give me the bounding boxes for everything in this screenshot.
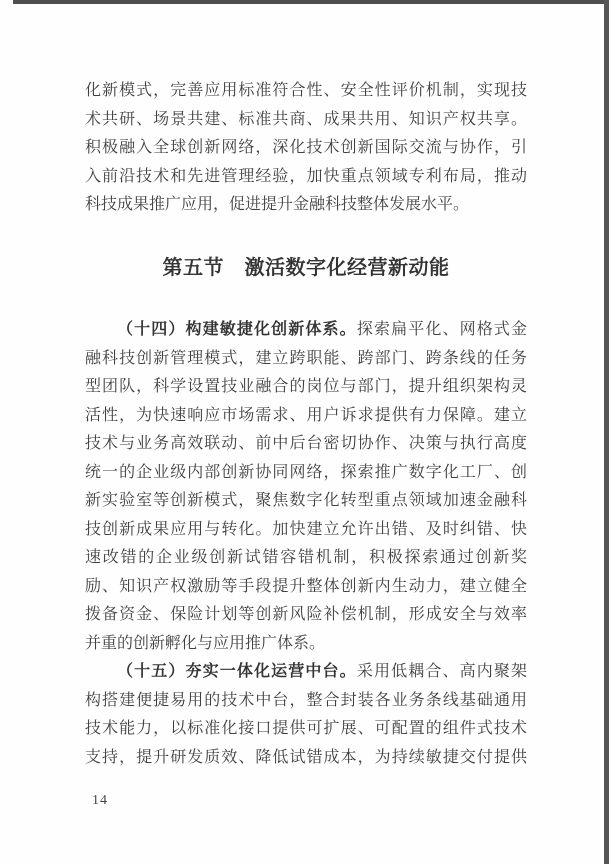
text-line: 新实验室等创新模式，聚焦数字化转型重点领域加速金融科 [85,492,527,509]
text-line: 技术与业务高效联动、前中后台密切协作、决策与执行高度 [85,435,527,452]
text-line: 入前沿技术和先进管理经验，加快重点领域专利布局，推动 [85,167,527,185]
text-line [85,316,527,345]
text-line: 积极融入全球创新网络，深化技术创新国际交流与协作，引 [85,139,527,156]
paragraph-item-14 [85,316,527,658]
paragraph-item-15 [85,658,527,772]
text-line: 构搭建便捷易用的技术中台，整合封装各业务条线基础通用 [85,691,527,709]
text-line: 技术能力，以标准化接口提供可扩展、可配置的组件式技术 [85,720,527,737]
text-span: 探索扁平化、网格式金 [356,321,527,338]
text-line: 统一的企业级内部创新协同网络，探索推广数字化工厂、创 [85,463,527,481]
paragraph-continued [85,77,527,220]
text-line: 化新模式，完善应用标准符合性、安全性评价机制，实现技 [85,82,527,99]
text-line [85,658,527,687]
text-line: 励、知识产权激励等手段提升整体创新内生动力，建立健全 [85,577,527,595]
scan-edge-right [604,0,609,864]
paragraph-lead: （十四）构建敏捷化创新体系。 [117,321,357,338]
text-line: 速改错的企业级创新试错容错机制，积极探索通过创新奖 [85,549,527,566]
scan-edge-top [13,0,609,4]
text-line: 技创新成果应用与转化。加快建立允许出错、及时纠错、快 [85,520,527,538]
paragraph-lead: （十五）夯实一体化运营中台。 [117,663,357,680]
text-line: 科技成果推广应用，促进提升金融科技整体发展水平。 [85,196,470,213]
text-line: 型团队，科学设置技业融合的岗位与部门，提升组织架构灵 [85,378,527,395]
text-line: 活性，为快速响应市场需求、用户诉求提供有力保障。建立 [85,406,527,424]
text-line: 拨备资金、保险计划等创新风险补偿机制，形成安全与效率 [85,606,527,623]
text-line: 术共研、场景共建、标准共商、成果共用、知识产权共享。 [85,110,527,128]
text-span: 采用低耦合、高内聚架 [356,663,527,680]
text-line: 融科技创新管理模式，建立跨职能、跨部门、跨条线的任务 [85,349,527,367]
text-line: 并重的创新孵化与应用推广体系。 [85,634,326,652]
page-number: 14 [92,793,108,808]
text-line: 支持，提升研发质效、降低试错成本，为持续敏捷交付提供 [85,748,527,766]
section-heading: 第五节 激活数字化经营新动能 [162,257,450,279]
